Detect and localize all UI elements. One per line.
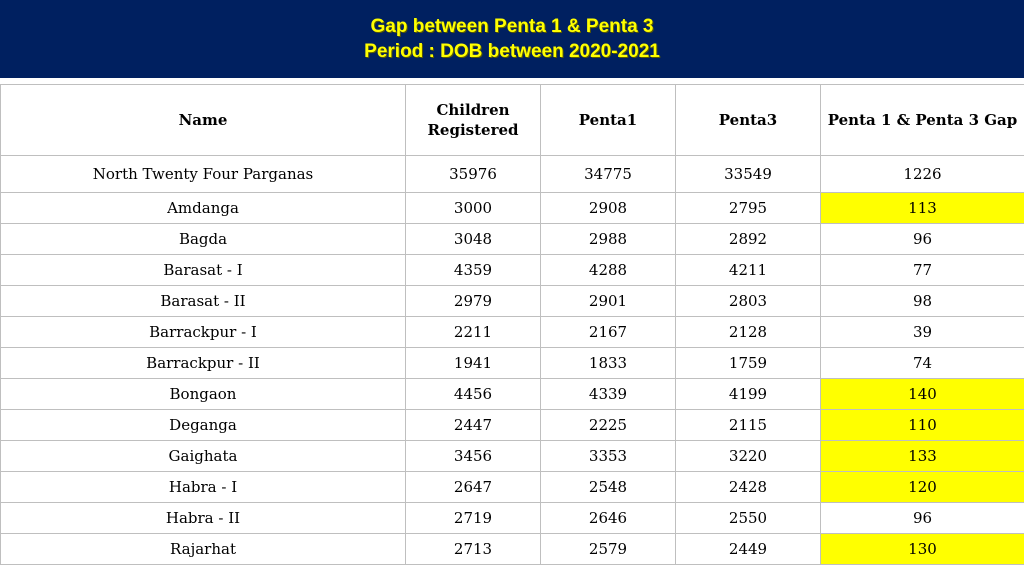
cell-gap: 110 (821, 410, 1024, 441)
table-row (1, 193, 1024, 224)
cell-penta3: 2795 (676, 193, 821, 224)
cell-gap: 98 (821, 286, 1024, 317)
cell-penta1: 2167 (541, 317, 676, 348)
cell-penta1: 2908 (541, 193, 676, 224)
cell-penta3: 2428 (676, 472, 821, 503)
cell-penta1: 34775 (541, 156, 676, 193)
cell-gap: 39 (821, 317, 1024, 348)
cell-penta3: 2115 (676, 410, 821, 441)
cell-penta1: 3353 (541, 441, 676, 472)
cell-name: Barrackpur - I (1, 317, 406, 348)
cell-penta3: 2892 (676, 224, 821, 255)
cell-children: 2713 (406, 534, 541, 565)
cell-children: 4456 (406, 379, 541, 410)
cell-children: 3048 (406, 224, 541, 255)
col-header-penta1: Penta1 (541, 85, 676, 156)
cell-children: 2979 (406, 286, 541, 317)
table-row (1, 286, 1024, 317)
total-row (1, 156, 1024, 193)
cell-name: North Twenty Four Parganas (1, 156, 406, 193)
cell-penta3: 33549 (676, 156, 821, 193)
cell-penta3: 2550 (676, 503, 821, 534)
cell-gap: 1226 (821, 156, 1024, 193)
cell-name: Amdanga (1, 193, 406, 224)
cell-name: Deganga (1, 410, 406, 441)
cell-gap: 113 (821, 193, 1024, 224)
cell-gap: 140 (821, 379, 1024, 410)
cell-children: 2719 (406, 503, 541, 534)
table-row (1, 534, 1024, 565)
cell-children: 4359 (406, 255, 541, 286)
cell-penta1: 4288 (541, 255, 676, 286)
cell-penta1: 2579 (541, 534, 676, 565)
cell-children: 2447 (406, 410, 541, 441)
cell-children: 3000 (406, 193, 541, 224)
cell-name: Gaighata (1, 441, 406, 472)
cell-penta3: 2449 (676, 534, 821, 565)
table-row (1, 255, 1024, 286)
cell-gap: 133 (821, 441, 1024, 472)
col-header-name: Name (1, 85, 406, 156)
cell-gap: 130 (821, 534, 1024, 565)
cell-penta3: 2128 (676, 317, 821, 348)
cell-children: 1941 (406, 348, 541, 379)
table-row (1, 348, 1024, 379)
cell-gap: 74 (821, 348, 1024, 379)
table-row (1, 410, 1024, 441)
table-row (1, 317, 1024, 348)
title-banner (0, 0, 1024, 78)
cell-penta1: 2225 (541, 410, 676, 441)
col-header-children: Children Registered (406, 85, 541, 156)
cell-penta3: 3220 (676, 441, 821, 472)
cell-penta3: 4199 (676, 379, 821, 410)
table-row (1, 441, 1024, 472)
cell-penta1: 2548 (541, 472, 676, 503)
cell-children: 35976 (406, 156, 541, 193)
cell-gap: 96 (821, 224, 1024, 255)
cell-penta1: 2988 (541, 224, 676, 255)
title-line-2: Period : DOB between 2020-2021 (364, 41, 660, 62)
title-line-1: Gap between Penta 1 & Penta 3 (370, 16, 654, 37)
cell-name: Bagda (1, 224, 406, 255)
table-row (1, 503, 1024, 534)
cell-penta3: 2803 (676, 286, 821, 317)
cell-name: Barrackpur - II (1, 348, 406, 379)
col-header-penta3: Penta3 (676, 85, 821, 156)
cell-children: 2647 (406, 472, 541, 503)
cell-penta3: 1759 (676, 348, 821, 379)
cell-penta1: 4339 (541, 379, 676, 410)
gap-table (0, 84, 1024, 565)
cell-penta1: 1833 (541, 348, 676, 379)
table-body (1, 156, 1024, 565)
table-row (1, 379, 1024, 410)
cell-penta1: 2901 (541, 286, 676, 317)
table-row (1, 472, 1024, 503)
cell-name: Habra - I (1, 472, 406, 503)
table-row (1, 224, 1024, 255)
cell-name: Barasat - I (1, 255, 406, 286)
cell-name: Rajarhat (1, 534, 406, 565)
cell-name: Habra - II (1, 503, 406, 534)
cell-gap: 96 (821, 503, 1024, 534)
cell-penta3: 4211 (676, 255, 821, 286)
cell-gap: 120 (821, 472, 1024, 503)
cell-children: 2211 (406, 317, 541, 348)
col-header-gap: Penta 1 & Penta 3 Gap (821, 85, 1024, 156)
cell-children: 3456 (406, 441, 541, 472)
cell-penta1: 2646 (541, 503, 676, 534)
header-row (1, 85, 1024, 156)
cell-gap: 77 (821, 255, 1024, 286)
cell-name: Barasat - II (1, 286, 406, 317)
cell-name: Bongaon (1, 379, 406, 410)
